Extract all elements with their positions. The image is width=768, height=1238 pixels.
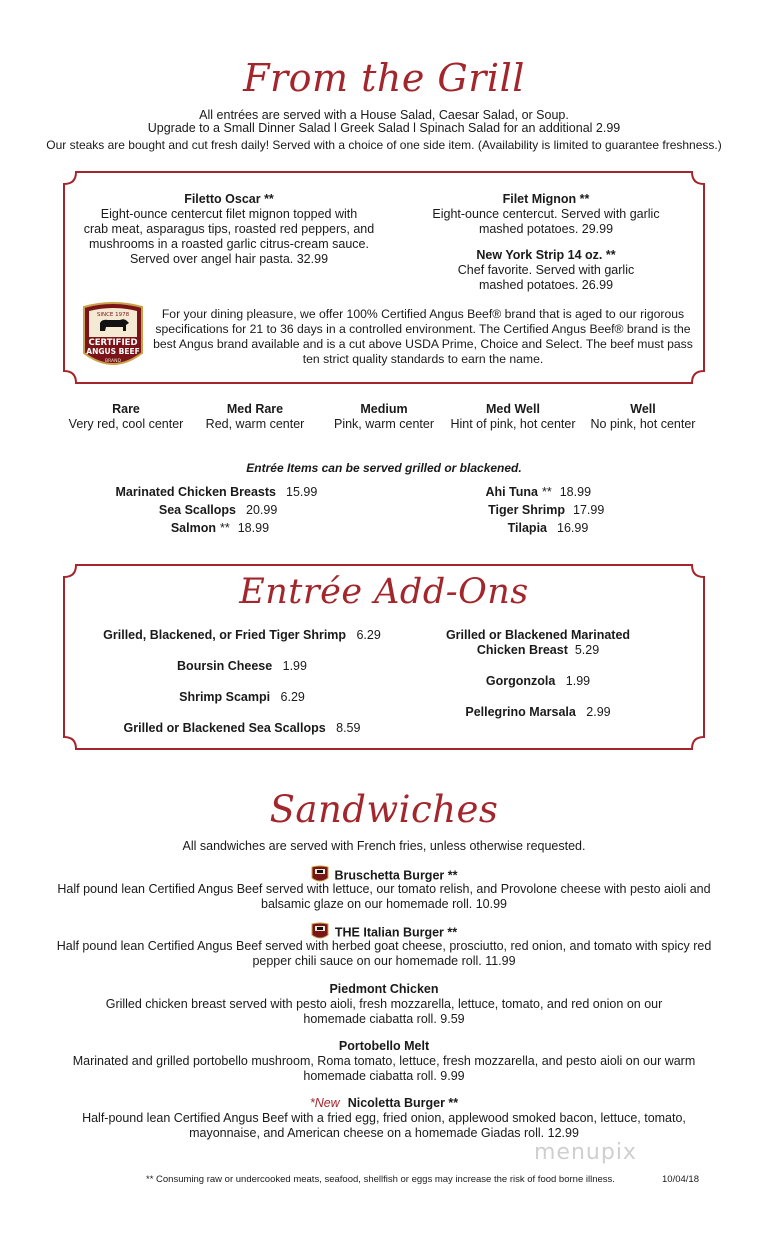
- addon-price: 6.29: [356, 628, 381, 642]
- addon-price: 6.29: [280, 690, 305, 704]
- sandwich-desc-1: Grilled chicken breast served with pesto aioli, fresh mozzarella, lettuce, tomato, and red onion on our: [105, 997, 663, 1011]
- entree-item: [410, 503, 690, 521]
- nicoletta-burger: [0, 1096, 768, 1141]
- doneness-name: Med Well: [486, 402, 540, 416]
- sandwich-desc-2: homemade ciabatta roll. 9.99: [303, 1069, 465, 1083]
- entree-item: [410, 485, 690, 503]
- italian-burger: [0, 922, 768, 969]
- addons-right: [400, 628, 676, 736]
- filetto-oscar-desc-3: mushrooms in a roasted garlic citrus-cream sauce.: [89, 237, 369, 251]
- addon-price: 8.59: [336, 721, 361, 735]
- cab-text-3: best Angus brand available and is a cut above USDA Prime, Choice and Select. The beef must pass: [153, 337, 693, 351]
- filetto-oscar-desc-4: Served over angel hair pasta. 32.99: [129, 252, 329, 266]
- cab-text-2: specifications for 21 to 36 days in a controlled environment. The Certified Angus Beef® brand is the: [155, 322, 691, 336]
- food-safety-disclaimer: ** Consuming raw or undercooked meats, seafood, shellfish or eggs may increase the risk of food borne illness.: [146, 1174, 615, 1185]
- doneness-desc: Red, warm center: [205, 417, 305, 431]
- addon-name: Pellegrino Marsala: [465, 705, 576, 719]
- doneness-desc: Hint of pink, hot center: [450, 417, 576, 431]
- filetto-oscar-desc-1: Eight-ounce centercut filet mignon topped with: [100, 207, 358, 221]
- sandwich-name: Piedmont Chicken: [329, 982, 439, 996]
- entree-item: [96, 503, 386, 521]
- entree-price: 16.99: [557, 521, 589, 535]
- addon-item: [82, 628, 402, 659]
- cab-badge-line-1: CERTIFIED: [88, 338, 138, 348]
- doneness-medium: [319, 402, 449, 432]
- ny-strip: [396, 248, 696, 293]
- sandwiches-title: Sandwiches: [269, 788, 499, 831]
- cab-badge-brand: BRAND: [105, 359, 121, 364]
- sandwich-desc-2: homemade ciabatta roll. 9.59: [303, 1012, 465, 1026]
- piedmont-chicken: [0, 982, 768, 1027]
- addon-item: [400, 628, 676, 674]
- cab-text-4: ten strict quality standards to earn the name.: [302, 352, 544, 366]
- doneness-rare: [61, 402, 191, 432]
- grill-title: From the Grill: [243, 56, 525, 100]
- addon-name: Shrimp Scampi: [179, 690, 271, 704]
- sandwich-name: THE Italian Burger **: [334, 925, 458, 940]
- filetto-oscar-desc-2: crab meat, asparagus tips, roasted red peppers, and: [83, 222, 375, 236]
- filet-mignon-desc-1: Eight-ounce centercut. Served with garlic: [432, 207, 660, 221]
- doneness-name: Rare: [112, 402, 140, 416]
- sandwich-desc-2: balsamic glaze on our homemade roll. 10.99: [261, 897, 507, 911]
- addon-name: Grilled or Blackened Marinated: [445, 628, 631, 642]
- doneness-well: [578, 402, 708, 432]
- addon-item: [82, 659, 402, 690]
- addon-name: Boursin Cheese: [177, 659, 273, 673]
- entree-stars: **: [542, 485, 552, 499]
- certified-angus-beef-logo: [80, 301, 146, 371]
- addon-item: [82, 721, 402, 752]
- addon-item: [400, 674, 676, 705]
- menu-date: 10/04/18: [662, 1174, 699, 1185]
- cab-text-1: For your dining pleasure, we offer 100% Certified Angus Beef® brand that is aged to our rigorous: [161, 307, 685, 321]
- entrees-left: [96, 485, 386, 539]
- doneness-desc: No pink, hot center: [590, 417, 696, 431]
- entree-price: 18.99: [237, 521, 270, 535]
- doneness-name: Med Rare: [226, 402, 284, 416]
- menupix-watermark: menupix: [534, 1140, 637, 1165]
- addon-name: Gorgonzola: [485, 674, 556, 688]
- entree-price: 17.99: [573, 503, 605, 517]
- entree-price: 18.99: [559, 485, 592, 499]
- filet-mignon-name: Filet Mignon **: [502, 192, 590, 206]
- addon-name-cont: Chicken Breast: [476, 643, 568, 657]
- entree-item: [96, 521, 386, 539]
- bruschetta-burger: [0, 865, 768, 912]
- sandwich-desc-1: Marinated and grilled portobello mushroom, Roma tomato, lettuce, fresh mozzarella, and pesto aioli on our warm: [72, 1054, 696, 1068]
- entree-name: Tiger Shrimp: [488, 503, 565, 517]
- cab-badge-line-2: ANGUS BEEF: [86, 347, 140, 356]
- sandwich-desc-1: Half pound lean Certified Angus Beef served with lettuce, our tomato relish, and Provolone cheese with pesto aioli and: [57, 882, 711, 896]
- addon-item: [400, 705, 676, 736]
- entree-note: Entrée Items can be served grilled or blackened.: [246, 461, 522, 475]
- filet-mignon-desc-2: mashed potatoes. 29.99: [478, 222, 614, 236]
- sandwich-name: Portobello Melt: [338, 1039, 430, 1053]
- sandwiches-intro: All sandwiches are served with French fries, unless otherwise requested.: [182, 839, 586, 853]
- addons-title: Entrée Add-Ons: [239, 572, 529, 612]
- new-tag: *New: [309, 1096, 340, 1110]
- entree-name: Salmon: [170, 521, 216, 535]
- entree-item: [96, 485, 386, 503]
- grill-intro-1: All entrées are served with a House Salad, Caesar Salad, or Soup.: [199, 108, 569, 122]
- doneness-desc: Very red, cool center: [68, 417, 184, 431]
- entree-name: Sea Scallops: [158, 503, 236, 517]
- entree-price: 15.99: [286, 485, 318, 499]
- entrees-right: [410, 485, 690, 539]
- addon-price: 5.29: [574, 643, 600, 657]
- addon-price: 1.99: [282, 659, 307, 673]
- entree-name: Tilapia: [507, 521, 547, 535]
- sandwich-desc-2: pepper chili sauce on our homemade roll. 11.99: [252, 954, 516, 968]
- grill-intro-3: Our steaks are bought and cut fresh daily! Served with a choice of one side item. (Availability is limited to guarantee freshness.): [46, 138, 722, 152]
- entree-stars: **: [220, 521, 230, 535]
- sandwich-desc-1: Half pound lean Certified Angus Beef served with herbed goat cheese, prosciutto, red onion, and tomato with spicy red: [56, 939, 712, 953]
- sandwich-name: Nicoletta Burger **: [347, 1096, 459, 1110]
- addon-name: Grilled, Blackened, or Fried Tiger Shrimp: [103, 628, 347, 642]
- filetto-oscar: [76, 192, 382, 267]
- cab-badge-since: SINCE 1978: [96, 312, 130, 318]
- entree-item: [410, 521, 690, 539]
- portobello-melt: [0, 1039, 768, 1084]
- addon-price: 2.99: [586, 705, 611, 719]
- addon-name: Grilled or Blackened Sea Scallops: [123, 721, 326, 735]
- addon-price: 1.99: [565, 674, 591, 688]
- entree-price: 20.99: [246, 503, 278, 517]
- ny-strip-desc-2: mashed potatoes. 26.99: [478, 278, 614, 292]
- filet-mignon: [396, 192, 696, 237]
- doneness-med-rare: [190, 402, 320, 432]
- filetto-oscar-name: Filetto Oscar **: [184, 192, 274, 206]
- entree-name: Marinated Chicken Breasts: [115, 485, 276, 499]
- ny-strip-desc-1: Chef favorite. Served with garlic: [457, 263, 635, 277]
- doneness-med-well: [448, 402, 578, 432]
- ny-strip-name: New York Strip 14 oz. **: [476, 248, 616, 262]
- addons-left: [82, 628, 402, 752]
- entree-name: Ahi Tuna: [485, 485, 538, 499]
- sandwich-desc-1: Half-pound lean Certified Angus Beef with a fried egg, fried onion, applewood smoked bacon, lettuce, tomato,: [82, 1111, 686, 1125]
- addon-item: [82, 690, 402, 721]
- doneness-name: Well: [630, 402, 656, 416]
- doneness-desc: Pink, warm center: [333, 417, 435, 431]
- cab-description: [150, 307, 696, 367]
- grill-intro-2: Upgrade to a Small Dinner Salad l Greek Salad l Spinach Salad for an additional 2.99: [147, 121, 621, 135]
- sandwich-name: Bruschetta Burger **: [334, 868, 458, 883]
- doneness-name: Medium: [360, 402, 408, 416]
- sandwich-desc-2: mayonnaise, and American cheese on a homemade Giadas roll. 12.99: [189, 1126, 579, 1140]
